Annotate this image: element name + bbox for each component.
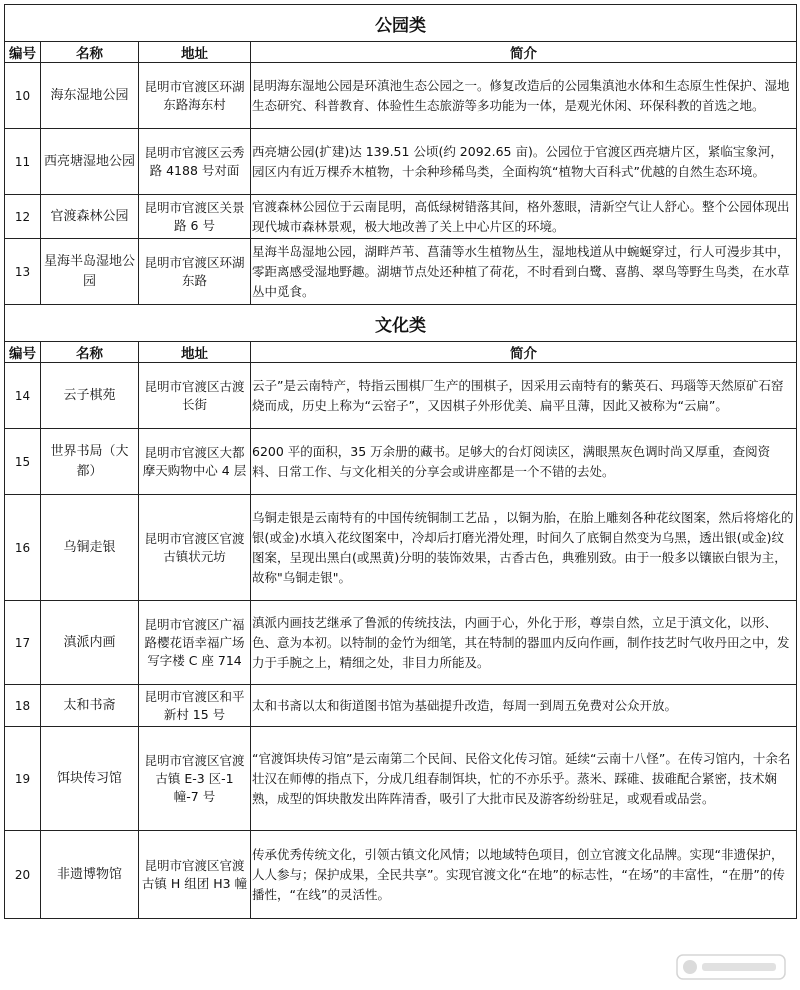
row-id: 11 <box>5 129 41 195</box>
table-row <box>5 195 797 239</box>
row-id: 14 <box>5 363 41 429</box>
row-id: 17 <box>5 601 41 685</box>
row-name: 世界书局（大都） <box>41 429 139 495</box>
table-row <box>5 685 797 727</box>
row-intro: 6200 平的面积，35 万余册的藏书。足够大的台灯阅读区，满眼黑灰色调时尚又厚重，查阅资料、日常工作、与文化相关的分享会或讲座都是一个不错的去处。 <box>251 429 797 495</box>
table-header-row <box>5 42 797 63</box>
row-intro: 昆明海东湿地公园是环滇池生态公园之一。修复改造后的公园集滇池水体和生态原生性保护、湿地生态研究、科普教育、体验性生态旅游等多功能为一体，是观光休闲、环保科教的首选之地。 <box>251 63 797 129</box>
row-name: 乌铜走银 <box>41 495 139 601</box>
row-id: 13 <box>5 239 41 305</box>
row-address: 昆明市官渡区大都摩天购物中心 4 层 <box>139 429 251 495</box>
row-intro: 滇派内画技艺继承了鲁派的传统技法，内画于心，外化于形，尊崇自然，立足于滇文化，以形、色、意为本初。以特制的金竹为细笔，其在特制的器皿内反向作画，制作技艺时气收丹田之中，发力于手腕之上，精细之处，非目力所能及。 <box>251 601 797 685</box>
header-intro: 简介 <box>251 42 797 63</box>
row-address: 昆明市官渡区环湖东路 <box>139 239 251 305</box>
row-address: 昆明市官渡区环湖东路海东村 <box>139 63 251 129</box>
row-intro: 传承优秀传统文化，引领古镇文化风情；以地域特色项目，创立官渡文化品牌。实现“非遗保护，人人参与；保护成果，全民共享”。实现官渡文化“在地”的标志性，“在场”的丰富性，“在册”的传播性，“在线”的灵活性。 <box>251 831 797 919</box>
table-row <box>5 429 797 495</box>
row-address: 昆明市官渡区广福路樱花语幸福广场写字楼 C 座 714 <box>139 601 251 685</box>
table-row <box>5 129 797 195</box>
row-id: 16 <box>5 495 41 601</box>
row-id: 19 <box>5 727 41 831</box>
row-name: 西亮塘湿地公园 <box>41 129 139 195</box>
row-intro: 西亮塘公园(扩建)达 139.51 公顷(约 2092.65 亩)。公园位于官渡区西亮塘片区，紧临宝象河，园区内有近万棵乔木植物，十余种珍稀鸟类，全面构筑“植物大百科式”优越的自然生态环境。 <box>251 129 797 195</box>
row-address: 昆明市官渡区官渡古镇状元坊 <box>139 495 251 601</box>
header-address: 地址 <box>139 42 251 63</box>
row-address: 昆明市官渡区关景路 6 号 <box>139 195 251 239</box>
table-row <box>5 363 797 429</box>
header-name: 名称 <box>41 42 139 63</box>
header-id: 编号 <box>5 342 41 363</box>
row-intro: 乌铜走银是云南特有的中国传统铜制工艺品 ，以铜为胎，在胎上雕刻各种花纹图案，然后将熔化的银(或金)水填入花纹图案中，冷却后打磨光滑处理，时间久了底铜自然变为乌黑，透出银(或金)纹图案，呈现出黑白(或黑黄)分明的装饰效果，古香古色，典雅别致。由于一般多以镶嵌白银为主，故称"乌铜走银"。 <box>251 495 797 601</box>
row-id: 10 <box>5 63 41 129</box>
table-row <box>5 831 797 919</box>
table-header-row <box>5 342 797 363</box>
row-name: 太和书斋 <box>41 685 139 727</box>
row-name: 海东湿地公园 <box>41 63 139 129</box>
row-intro: 太和书斋以太和街道图书馆为基础提升改造，每周一到周五免费对公众开放。 <box>251 685 797 727</box>
row-id: 12 <box>5 195 41 239</box>
attractions-table <box>4 4 797 919</box>
row-address: 昆明市官渡区云秀路 4188 号对面 <box>139 129 251 195</box>
row-address: 昆明市官渡区古渡长街 <box>139 363 251 429</box>
section-title-row <box>5 305 797 342</box>
header-name: 名称 <box>41 342 139 363</box>
row-address: 昆明市官渡区和平新村 15 号 <box>139 685 251 727</box>
row-intro: 云子”是云南特产，特指云围棋厂生产的围棋子，因采用云南特有的紫英石、玛瑙等天然原矿石窑烧而成，历史上称为“云窑子”，又因棋子外形优美、扁平且薄，因此又被称为“云扁”。 <box>251 363 797 429</box>
row-name: 非遗博物馆 <box>41 831 139 919</box>
table-row <box>5 727 797 831</box>
row-name: 饵块传习馆 <box>41 727 139 831</box>
table-row <box>5 495 797 601</box>
table-row <box>5 63 797 129</box>
section-title: 文化类 <box>5 305 797 342</box>
row-address: 昆明市官渡区官渡古镇 E-3 区-1 幢-7 号 <box>139 727 251 831</box>
row-name: 官渡森林公园 <box>41 195 139 239</box>
row-name: 星海半岛湿地公园 <box>41 239 139 305</box>
row-address: 昆明市官渡区官渡古镇 H 组团 H3 幢 <box>139 831 251 919</box>
row-name: 滇派内画 <box>41 601 139 685</box>
table-row <box>5 239 797 305</box>
header-intro: 简介 <box>251 342 797 363</box>
section-title-row <box>5 5 797 42</box>
row-intro: “官渡饵块传习馆”是云南第二个民间、民俗文化传习馆。延续“云南十八怪”。在传习馆内，十余名壮汉在师傅的指点下，分成几组春制饵块，忙的不亦乐乎。蒸米、踩碓、拔碓配合紧密，技术娴熟，成型的饵块散发出阵阵清香，吸引了大批市民及游客纷纷驻足，或观看或品尝。 <box>251 727 797 831</box>
header-id: 编号 <box>5 42 41 63</box>
section-title: 公园类 <box>5 5 797 42</box>
table-row <box>5 601 797 685</box>
row-id: 18 <box>5 685 41 727</box>
row-intro: 星海半岛湿地公园，湖畔芦苇、菖蒲等水生植物丛生，湿地栈道从中蜿蜒穿过，行人可漫步其中，零距离感受湿地野趣。湖塘节点处还种植了荷花，不时看到白鹭、喜鹊、翠鸟等野生鸟类，在水草丛中觅食。 <box>251 239 797 305</box>
row-id: 15 <box>5 429 41 495</box>
watermark-logo <box>676 954 786 980</box>
document-sheet <box>4 4 796 919</box>
row-name: 云子棋苑 <box>41 363 139 429</box>
row-id: 20 <box>5 831 41 919</box>
row-intro: 官渡森林公园位于云南昆明，高低绿树错落其间，格外葱眼，清新空气让人舒心。整个公园体现出现代城市森林景观，极大地改善了关上中心片区的环境。 <box>251 195 797 239</box>
header-address: 地址 <box>139 342 251 363</box>
